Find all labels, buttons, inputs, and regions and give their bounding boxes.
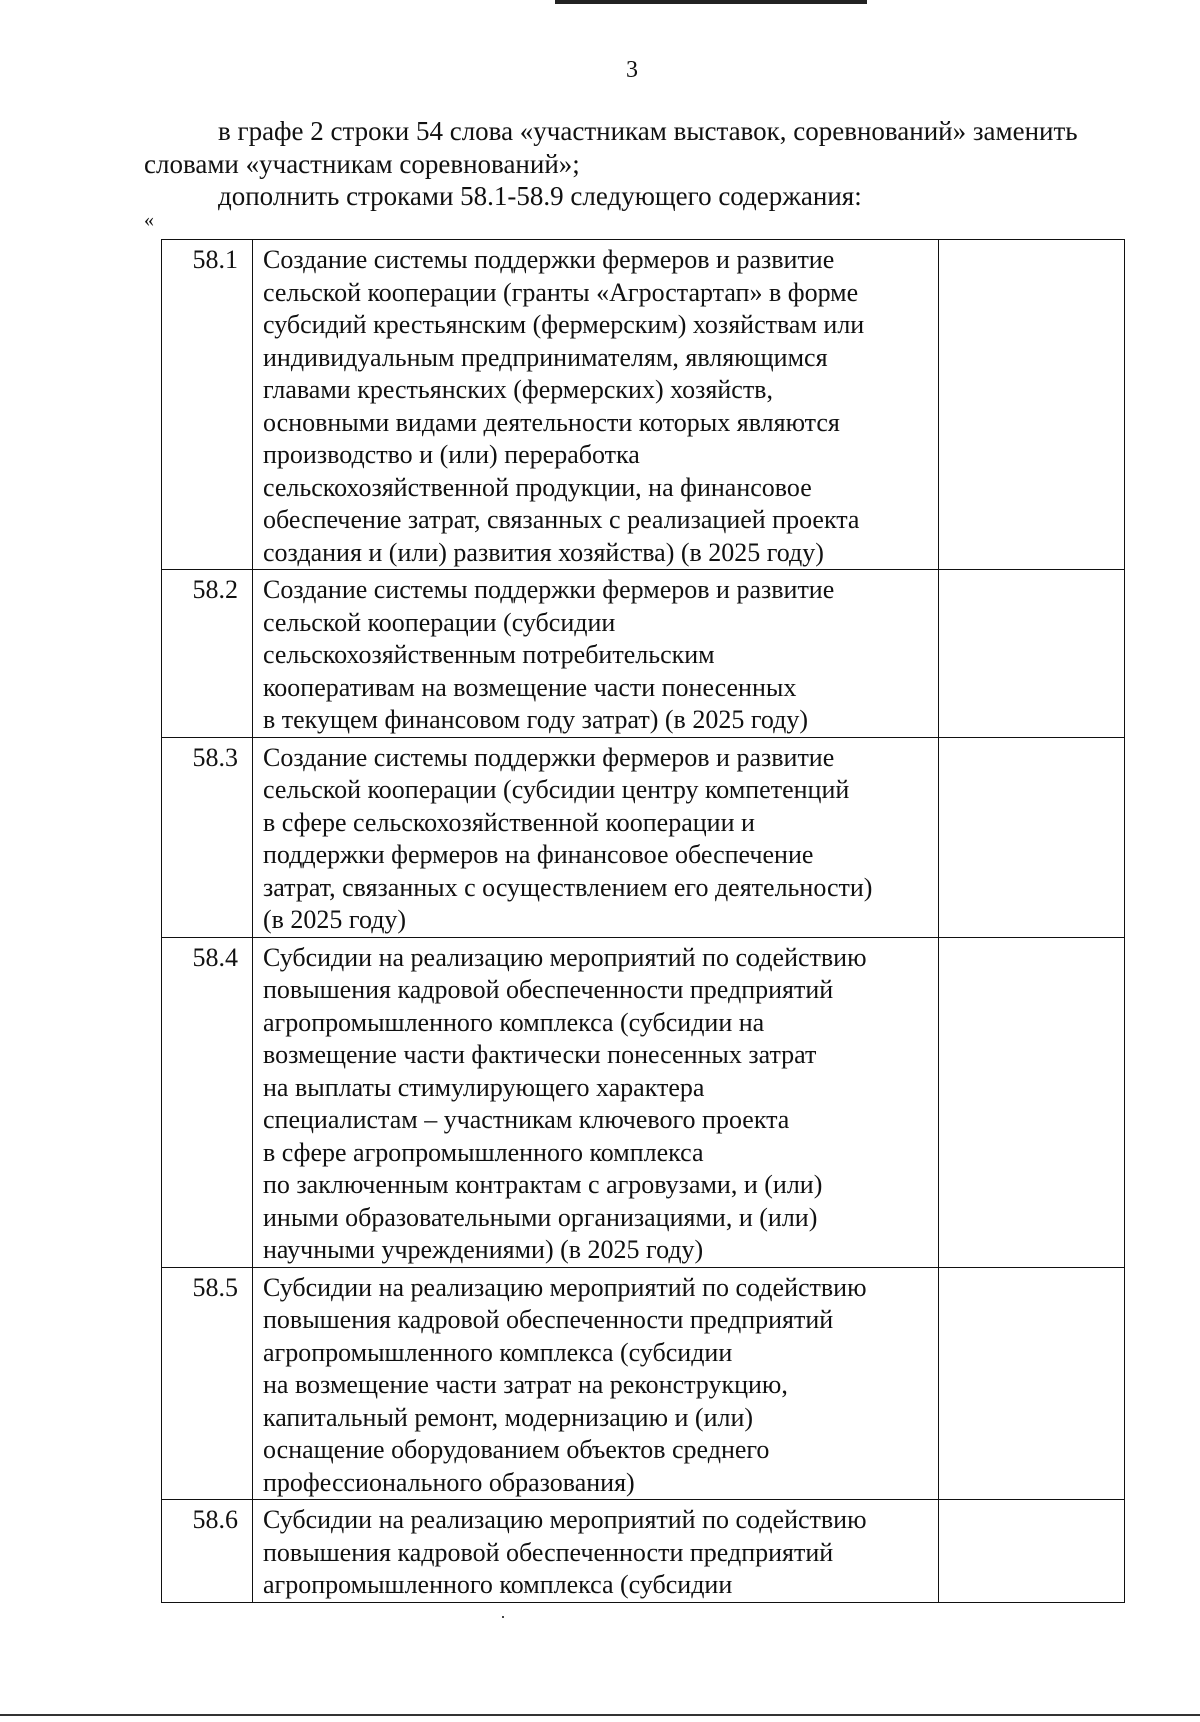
scan-edge-top xyxy=(555,0,867,4)
row-empty-cell xyxy=(939,240,1125,570)
amendment-paragraph-3: дополнить строками 58.1-58.9 следующего содержания: xyxy=(218,181,862,211)
row-text: Создание системы поддержки фермеров и развитие сельской кооперации (гранты «Агростартап» в форме субсидий крестьянским (фермерским) хозяйствам или индивидуальным предпринимателям, являющимся главами крестьянских (фермерских) хозяйств, основными видами деятельности которых являются производство и (или) переработка сельскохозяйственной продукции, на финансовое обеспечение затрат, связанных с реализацией проекта создания и (или) развития хозяйства) (в 2025 году) xyxy=(253,240,939,570)
table-row xyxy=(162,937,1125,1267)
amendment-paragraph-1: в графе 2 строки 54 слова «участникам выставок, соревнований» заменить xyxy=(218,116,1078,146)
row-number: 58.2 xyxy=(162,570,253,738)
row-number: 58.1 xyxy=(162,240,253,570)
opening-quote-mark: « xyxy=(144,209,154,231)
amendment-table xyxy=(161,239,1125,1603)
table-row xyxy=(162,240,1125,570)
row-number: 58.5 xyxy=(162,1267,253,1500)
table-row xyxy=(162,1267,1125,1500)
row-number: 58.6 xyxy=(162,1500,253,1603)
page-number: 3 xyxy=(626,57,638,83)
table-row xyxy=(162,570,1125,738)
row-text: Создание системы поддержки фермеров и развитие сельской кооперации (субсидии сельскохозяйственным потребительским кооперативам на возмещение части понесенных в текущем финансовом году затрат) (в 2025 году) xyxy=(253,570,939,738)
row-number: 58.4 xyxy=(162,937,253,1267)
row-empty-cell xyxy=(939,737,1125,937)
row-empty-cell xyxy=(939,1267,1125,1500)
row-number: 58.3 xyxy=(162,737,253,937)
table-row xyxy=(162,1500,1125,1603)
scan-speck xyxy=(502,1616,504,1618)
row-empty-cell xyxy=(939,1500,1125,1603)
row-text: Субсидии на реализацию мероприятий по содействию повышения кадровой обеспеченности предприятий агропромышленного комплекса (субсидии xyxy=(253,1500,939,1603)
row-empty-cell xyxy=(939,570,1125,738)
table-row xyxy=(162,737,1125,937)
row-empty-cell xyxy=(939,937,1125,1267)
row-text: Создание системы поддержки фермеров и развитие сельской кооперации (субсидии центру компетенций в сфере сельскохозяйственной кооперации и поддержки фермеров на финансовое обеспечение затрат, связанных с осуществлением его деятельности) (в 2025 году) xyxy=(253,737,939,937)
scan-edge-bottom xyxy=(0,1714,1200,1716)
amendment-paragraph-2: словами «участникам соревнований»; xyxy=(144,149,580,179)
row-text: Субсидии на реализацию мероприятий по содействию повышения кадровой обеспеченности предприятий агропромышленного комплекса (субсидии на возмещение части фактически понесенных затрат на выплаты стимулирующего характера специалистам – участникам ключевого проекта в сфере агропромышленного комплекса по заключенным контрактам с агровузами, и (или) иными образовательными организациями, и (или) научными учреждениями) (в 2025 году) xyxy=(253,937,939,1267)
row-text: Субсидии на реализацию мероприятий по содействию повышения кадровой обеспеченности предприятий агропромышленного комплекса (субсидии на возмещение части затрат на реконструкцию, капитальный ремонт, модернизацию и (или) оснащение оборудованием объектов среднего профессионального образования) xyxy=(253,1267,939,1500)
